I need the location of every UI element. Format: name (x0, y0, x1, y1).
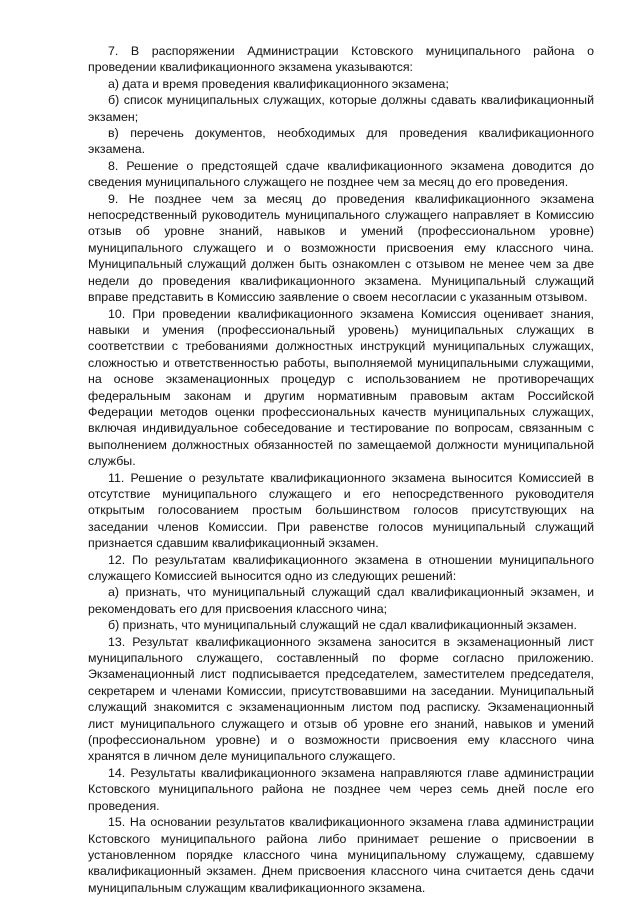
paragraph-8: 8. Решение о предстоящей сдаче квалификационного экзамена доводится до сведения муниципального служащего не позднее чем за месяц до его проведения. (88, 158, 594, 190)
paragraph-7a: а) дата и время проведения квалификационного экзамена; (108, 76, 449, 91)
paragraph-12-intro: 12. По результатам квалификационного экзамена в отношении муниципального служащего Комиссией выносится одно из следующих решений: (88, 552, 594, 583)
paragraph-14: 14. Результаты квалификационного экзамена направляются главе администрации Кстовского муниципального района не позднее чем через семь дней после его проведения. (88, 765, 594, 813)
paragraph-10: 10. При проведении квалификационного экзамена Комиссия оценивает знания, навыки и умения (профессиональный уровень) муниципальных служащих в соответствии с требованиями должностных инструкций муниципальных служащих, сложностью и ответственностью работы, выполняемой муниципальными служащими, на основе экзаменационных процедур с использованием не противоречащих федеральным законам и другим нормативным правовым актам Российской Федерации методов оценки профессиональных качеств муниципальных служащих, включая индивидуальное собеседование и тестирование по вопросам, связанным с выполнением должностных обязанностей по замещаемой должности муниципальной службы. (88, 306, 594, 469)
paragraph-11: 11. Решение о результате квалификационного экзамена выносится Комиссией в отсутствие муниципального служащего и его непосредственного руководителя открытым голосованием простым большинством голосов присутствующих на заседании членов Комиссии. При равенстве голосов муниципальный служащий признается сдавшим квалификационный экзамен. (88, 470, 594, 551)
paragraph-7b: б) список муниципальных служащих, которые должны сдавать квалификационный экзамен; (88, 93, 594, 124)
paragraph-9: 9. Не позднее чем за месяц до проведения квалификационного экзамена непосредственный руководитель муниципального служащего направляет в Комиссию отзыв об уровне знаний, навыков и умений (профессиональном уровне) муниципального служащего и о возможности присвоения ему классного чина. Муниципальный служащий должен быть ознакомлен с отзывом не менее чем за две недели до проведения квалификационного экзамена. Муниципальный служащий вправе представить в Комиссию заявление о своем несогласии с указанным отзывом. (88, 191, 594, 305)
paragraph-12b: б) признать, что муниципальный служащий не сдал квалификационный экзамен. (108, 618, 577, 633)
paragraph-13: 13. Результат квалификационного экзамена заносится в экзаменационный лист муниципального служащего, составленный по форме согласно приложению. Экзаменационный лист подписывается председателем, заместителем председателя, секретарем и членами Комиссии, присутствовавшими на заседании. Муниципальный служащий знакомится с экзаменационным листом под расписку. Экзаменационный лист муниципального служащего и отзыв об уровне его знаний, навыков и умений (профессиональном уровне) и о возможности присвоения ему классного чина хранятся в личном деле муниципального служащего. (88, 634, 594, 764)
paragraph-7-intro: 7. В распоряжении Администрации Кстовского муниципального района о проведении квалификационного экзамена указываются: (88, 44, 594, 75)
paragraph-12a: а) признать, что муниципальный служащий сдал квалификационный экзамен, и рекомендовать его для присвоения классного чина; (88, 585, 594, 616)
paragraph-15: 15. На основании результатов квалификационного экзамена глава администрации Кстовского муниципального района либо принимает решение о присвоении в установленном порядке классного чина муниципальному служащему, сдавшему квалификационный экзамен. Днем присвоения классного чина считается день сдачи муниципальным служащим квалификационного экзамена. (88, 815, 594, 895)
paragraph-7c: в) перечень документов, необходимых для проведения квалификационного экзамена. (88, 126, 594, 157)
